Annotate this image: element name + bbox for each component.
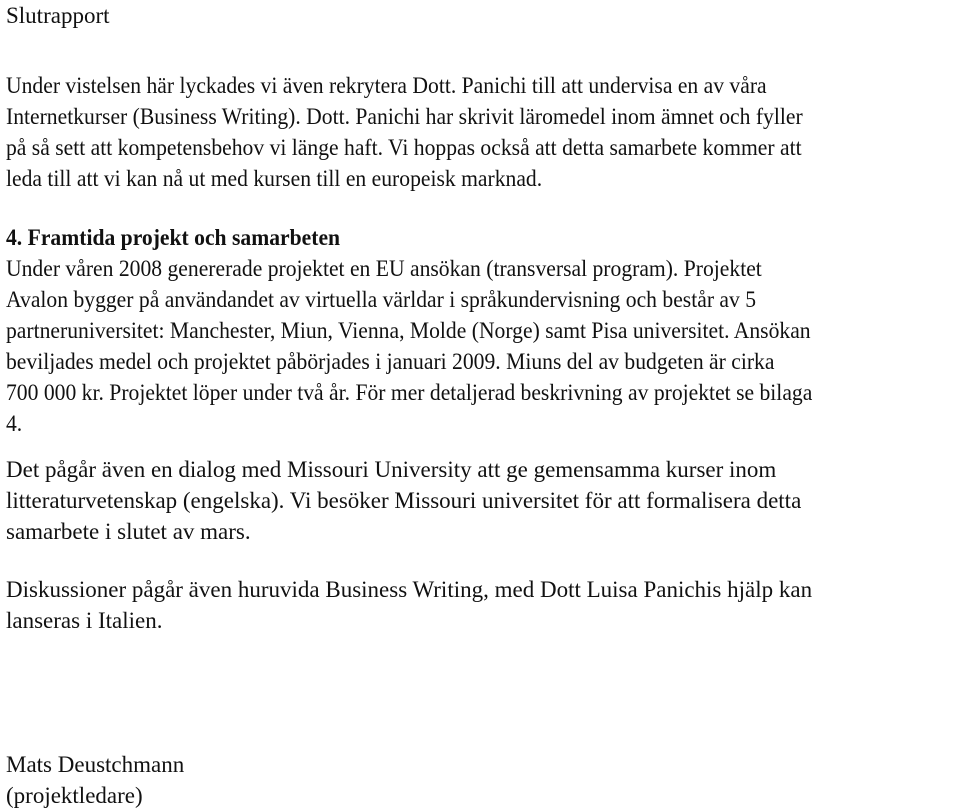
italy-line: Diskussioner pågår även huruvida Business Writing, med Dott Luisa Panichis hjälp kan [6,577,813,602]
section-4-line: beviljades medel och projektet påbörjades i januari 2009. Miuns del av budgeten är cirka [6,349,775,374]
signature-block [6,749,956,811]
signature-role: (projektledare) [6,783,143,808]
intro-line: Under vistelsen här lyckades vi även rekrytera Dott. Panichi till att undervisa en av våra [6,73,767,98]
section-4 [6,222,956,439]
section-4-line: Under våren 2008 genererade projektet en EU ansökan (transversal program). Projektet [6,256,762,281]
intro-line: Internetkurser (Business Writing). Dott. Panichi har skrivit läromedel inom ämnet och fyller [6,104,803,129]
italy-line: lanseras i Italien. [6,608,163,633]
intro-paragraph [6,70,956,194]
missouri-line: samarbete i slutet av mars. [6,519,251,544]
missouri-line: litteraturvetenskap (engelska). Vi besöker Missouri universitet för att formalisera detta [6,488,802,513]
intro-line: leda till att vi kan nå ut med kursen till en europeisk marknad. [6,166,543,191]
intro-line: på så sett att kompetensbehov vi länge haft. Vi hoppas också att detta samarbete kommer att [6,135,802,160]
section-4-line: 4. [6,411,23,436]
section-4-line: partneruniversitet: Manchester, Miun, Vienna, Molde (Norge) samt Pisa universitet. Ansökan [6,318,811,343]
section-4-line: Avalon bygger på användandet av virtuella världar i språkundervisning och består av 5 [6,287,757,312]
italy-paragraph [6,574,956,636]
missouri-line: Det pågår även en dialog med Missouri University att ge gemensamma kurser inom [6,457,777,482]
signature-name: Mats Deustchmann [6,752,185,777]
section-4-line: 700 000 kr. Projektet löper under två år. För mer detaljerad beskrivning av projektet se bilaga [6,380,813,405]
document-title: Slutrapport [6,3,110,28]
missouri-paragraph [6,454,956,547]
section-4-heading: 4. Framtida projekt och samarbeten [6,225,341,250]
